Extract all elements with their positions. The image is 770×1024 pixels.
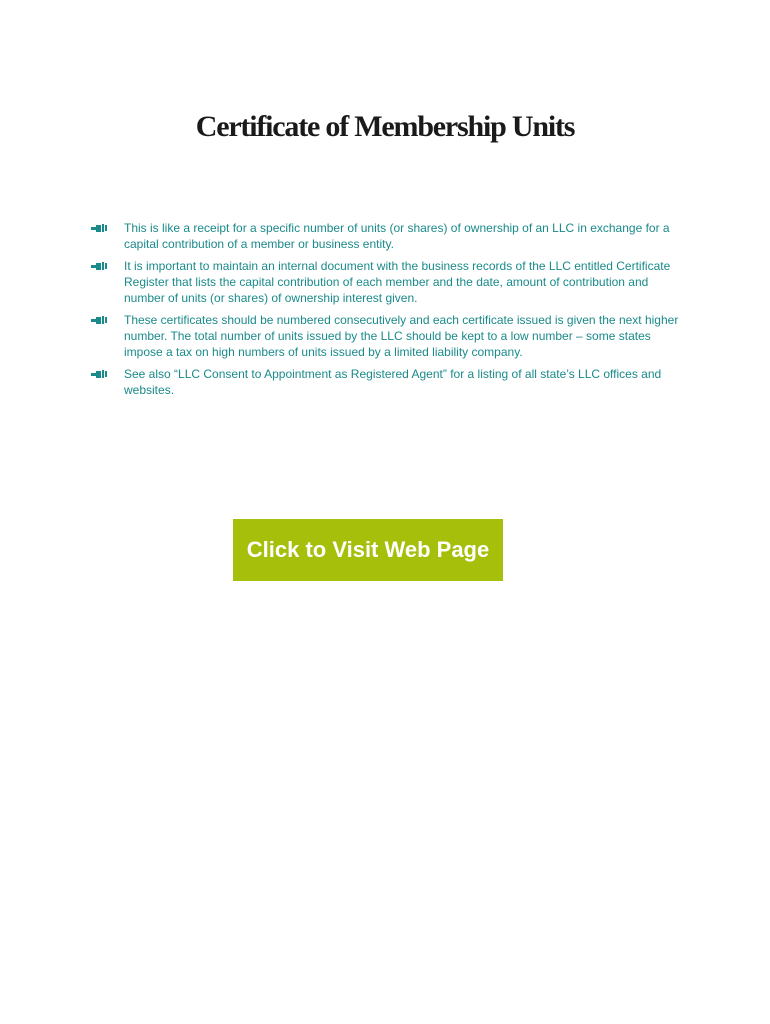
bullet-text: These certificates should be numbered consecutively and each certificate issued is given the next higher number. The total number of units issued by the LLC should be kept to a low number – some states impose a tax on high numbers of units issued by a limited liability company. <box>124 313 679 359</box>
bullet-text: See also “LLC Consent to Appointment as Registered Agent” for a listing of all state’s LLC offices and websites. <box>124 367 662 397</box>
bullet-item <box>90 366 690 398</box>
bullet-item <box>90 312 690 360</box>
bullet-text: This is like a receipt for a specific number of units (or shares) of ownership of an LLC in exchange for a capital contribution of a member or business entity. <box>124 221 670 251</box>
hand-pointer-icon <box>90 260 108 272</box>
visit-web-page-button[interactable]: Click to Visit Web Page <box>233 519 503 581</box>
bullet-text: It is important to maintain an internal document with the business records of the LLC entitled Certificate Register that lists the capital contribution of each member and the date, amount of contribution and number of units (or shares) of ownership interest given. <box>124 259 671 305</box>
hand-pointer-icon <box>90 222 108 234</box>
hand-pointer-icon <box>90 368 108 380</box>
bullet-list <box>90 220 690 404</box>
hand-pointer-icon <box>90 314 108 326</box>
bullet-item <box>90 220 690 252</box>
bullet-item <box>90 258 690 306</box>
page-title: Certificate of Membership Units <box>195 110 575 143</box>
